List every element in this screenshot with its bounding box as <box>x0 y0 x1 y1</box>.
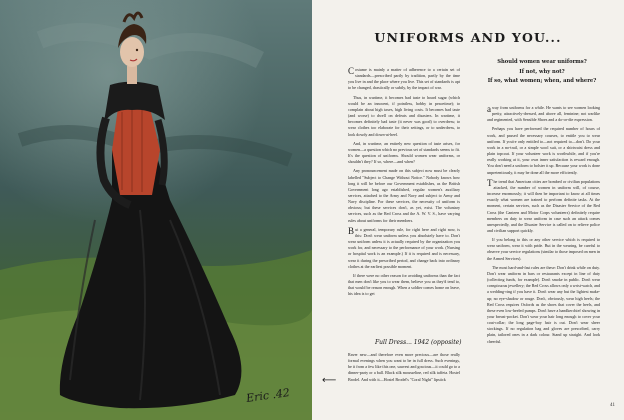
paragraph: away from uniforms for a while. He wants to see women looking pretty, attractively-dressed, and above all, feminine; not warlike and regimented, with Sensible Shoes and a do-or-die expression. <box>487 104 600 123</box>
question-3: If so, what women; when, and where? <box>487 78 597 85</box>
artist-signature: Eric .42 <box>245 386 291 405</box>
paragraph: But a general, temporary rule, for right here and right now, is this: Don't wear uniform unless you absolutely have to. Don't wear uniform unless it is actually required by the organization you work for, and necessary to the performance of your work. (Nursing or hospital work is an example.) If it is required and is necessary, wear it during the prescribed period, and change back into ordinary clothes at the earliest possible moment. <box>348 225 460 269</box>
caption-text: Raver new—and therefore even more precious—are those really formal evenings when you want to be in full dress. Such evenings, be it from a few like this one, sauvest and gracious—it could go to a dinner-party or a ball. Black silk mousseline, red silk taffeta. Hostel Brodel. And with it—Hostel Brodel's "Coral Night" lipstick <box>348 352 460 382</box>
text-column-2 <box>487 105 600 348</box>
paragraph: If you belong to this or any other service which is required to wear uniform, wear it with pride. But in the wearing, be careful to observe your service regulations (similar to those imposed on men in the Armed Services). <box>487 237 601 261</box>
paragraph: And, in wartime, an entirely new question of taste arises, for women—a question which no previous set of standards seems to fit. It's the question of uniforms. Should women wear uniforms, or shouldn't they? If so, where—and when? <box>348 140 460 165</box>
paragraph: The most hard-and-fast rules are these: Don't drink while on duty. Don't wear uniform in bars or restaurants except in line of duty (collecting funds, for example). Don't smoke in public. Don't wear conspicuous jewellery; the Red Cross allows only a wrist-watch, and a wedding-ring if you have it. Don't wear any but the lightest make-up; no eye-shadow or rouge. Don't, obviously, wear high heels; the Red Cross requires Oxfords as the shoes that cover the heels, and these even low-heeled pumps. Don't have a handkerchief showing in your breast-pocket. Don't wear your hair long enough to cover your coat-collar; the long page-boy hair is out. Don't wear sheer stockings. If no regulation bag and gloves are prescribed, carry plain, tailored ones in a dark colour. Stand up straight. And look cheerful. <box>487 264 600 344</box>
paragraph: Perhaps you have performed the required number of hours of work, and passed the necessary courses, to entitle you to wear uniform. If you're only entitled to—not required to—don't. Do your work in a no-trail, or a simple wool suit, or a shirtwaist dress and plain topcoat. If your volunteer work is worthwhile, and if you're really working at it, your own inner satisfaction is reward enough. You don't need a uniform to bolster it up. Because your work is done unpretentiously, it may be done all the more efficiently. <box>487 126 600 175</box>
left-arrow-icon: ⟵ <box>322 375 337 386</box>
paragraph: If there were no other reason for avoiding uniforms than the fact that men don't like you to wear them, believe you us they'd tend to, that would be reason enough. When a soldier comes home on leave, his idea is to get <box>348 272 460 297</box>
paragraph: The trend that American cities are bombed or civilian populations attacked, the number of women in uniform will, of course, increase enormously; it will then be important to know at all times exactly what women are trained to perform definite tasks. At the moment, certain services, such as the Disaster Service of the Red Cross (the Canteen and Motor Corps volunteers) definitely require members on duty to wear uniform in case such an attack comes unexpectedly, and the Disaster Service is called on to relieve police and civilian support quickly. <box>487 177 600 233</box>
paragraph: Any pronouncement made on this subject now must be clearly labelled "Subject to Change Without Notice." Nobody knows how long it will be before our Government establishes, as the British Government long ago established, regular women's auxiliary services, attached to the Army and Navy and subject to Army and Navy discipline. For these services, the necessity of uniform is obvious; but these services don't, as yet, exist. The voluntary services, such as the Red Cross and the A. W. V. S., have varying rules about uniforms for their members. <box>348 168 460 223</box>
right-page <box>312 0 624 420</box>
page-number: 41 <box>610 403 615 408</box>
article-subhead <box>462 58 622 87</box>
question-2: If not, why not? <box>519 68 565 75</box>
article-title: UNIFORMS AND YOU... <box>374 30 562 45</box>
paragraph: Thus, in wartime, it becomes bad taste to hoard sugar (which would be an innocent, if pointless, hobby in peacetime); to complain about high taxes, high living costs. It becomes bad taste (and worse) to dwell on defeats and disasters. In wartime, it becomes definitely bad taste (it never was good) to overdress; to wear clothes too elaborate for their settings, or to underdress, to look dowdy and down-at-heel. <box>348 94 460 137</box>
text-column-1 <box>348 67 460 300</box>
paragraph: Costume is mainly a matter of adherence to a certain set of standards—prescribed partly by tradition, partly by the time you live in and the place where you live. This set of standards is apt to be changed, drastically or subtly, by the impact of war. <box>348 66 460 91</box>
question-1: Should women wear uniforms? <box>497 59 587 65</box>
caption-heading: Full Dress... 1942 (opposite) <box>375 339 462 346</box>
